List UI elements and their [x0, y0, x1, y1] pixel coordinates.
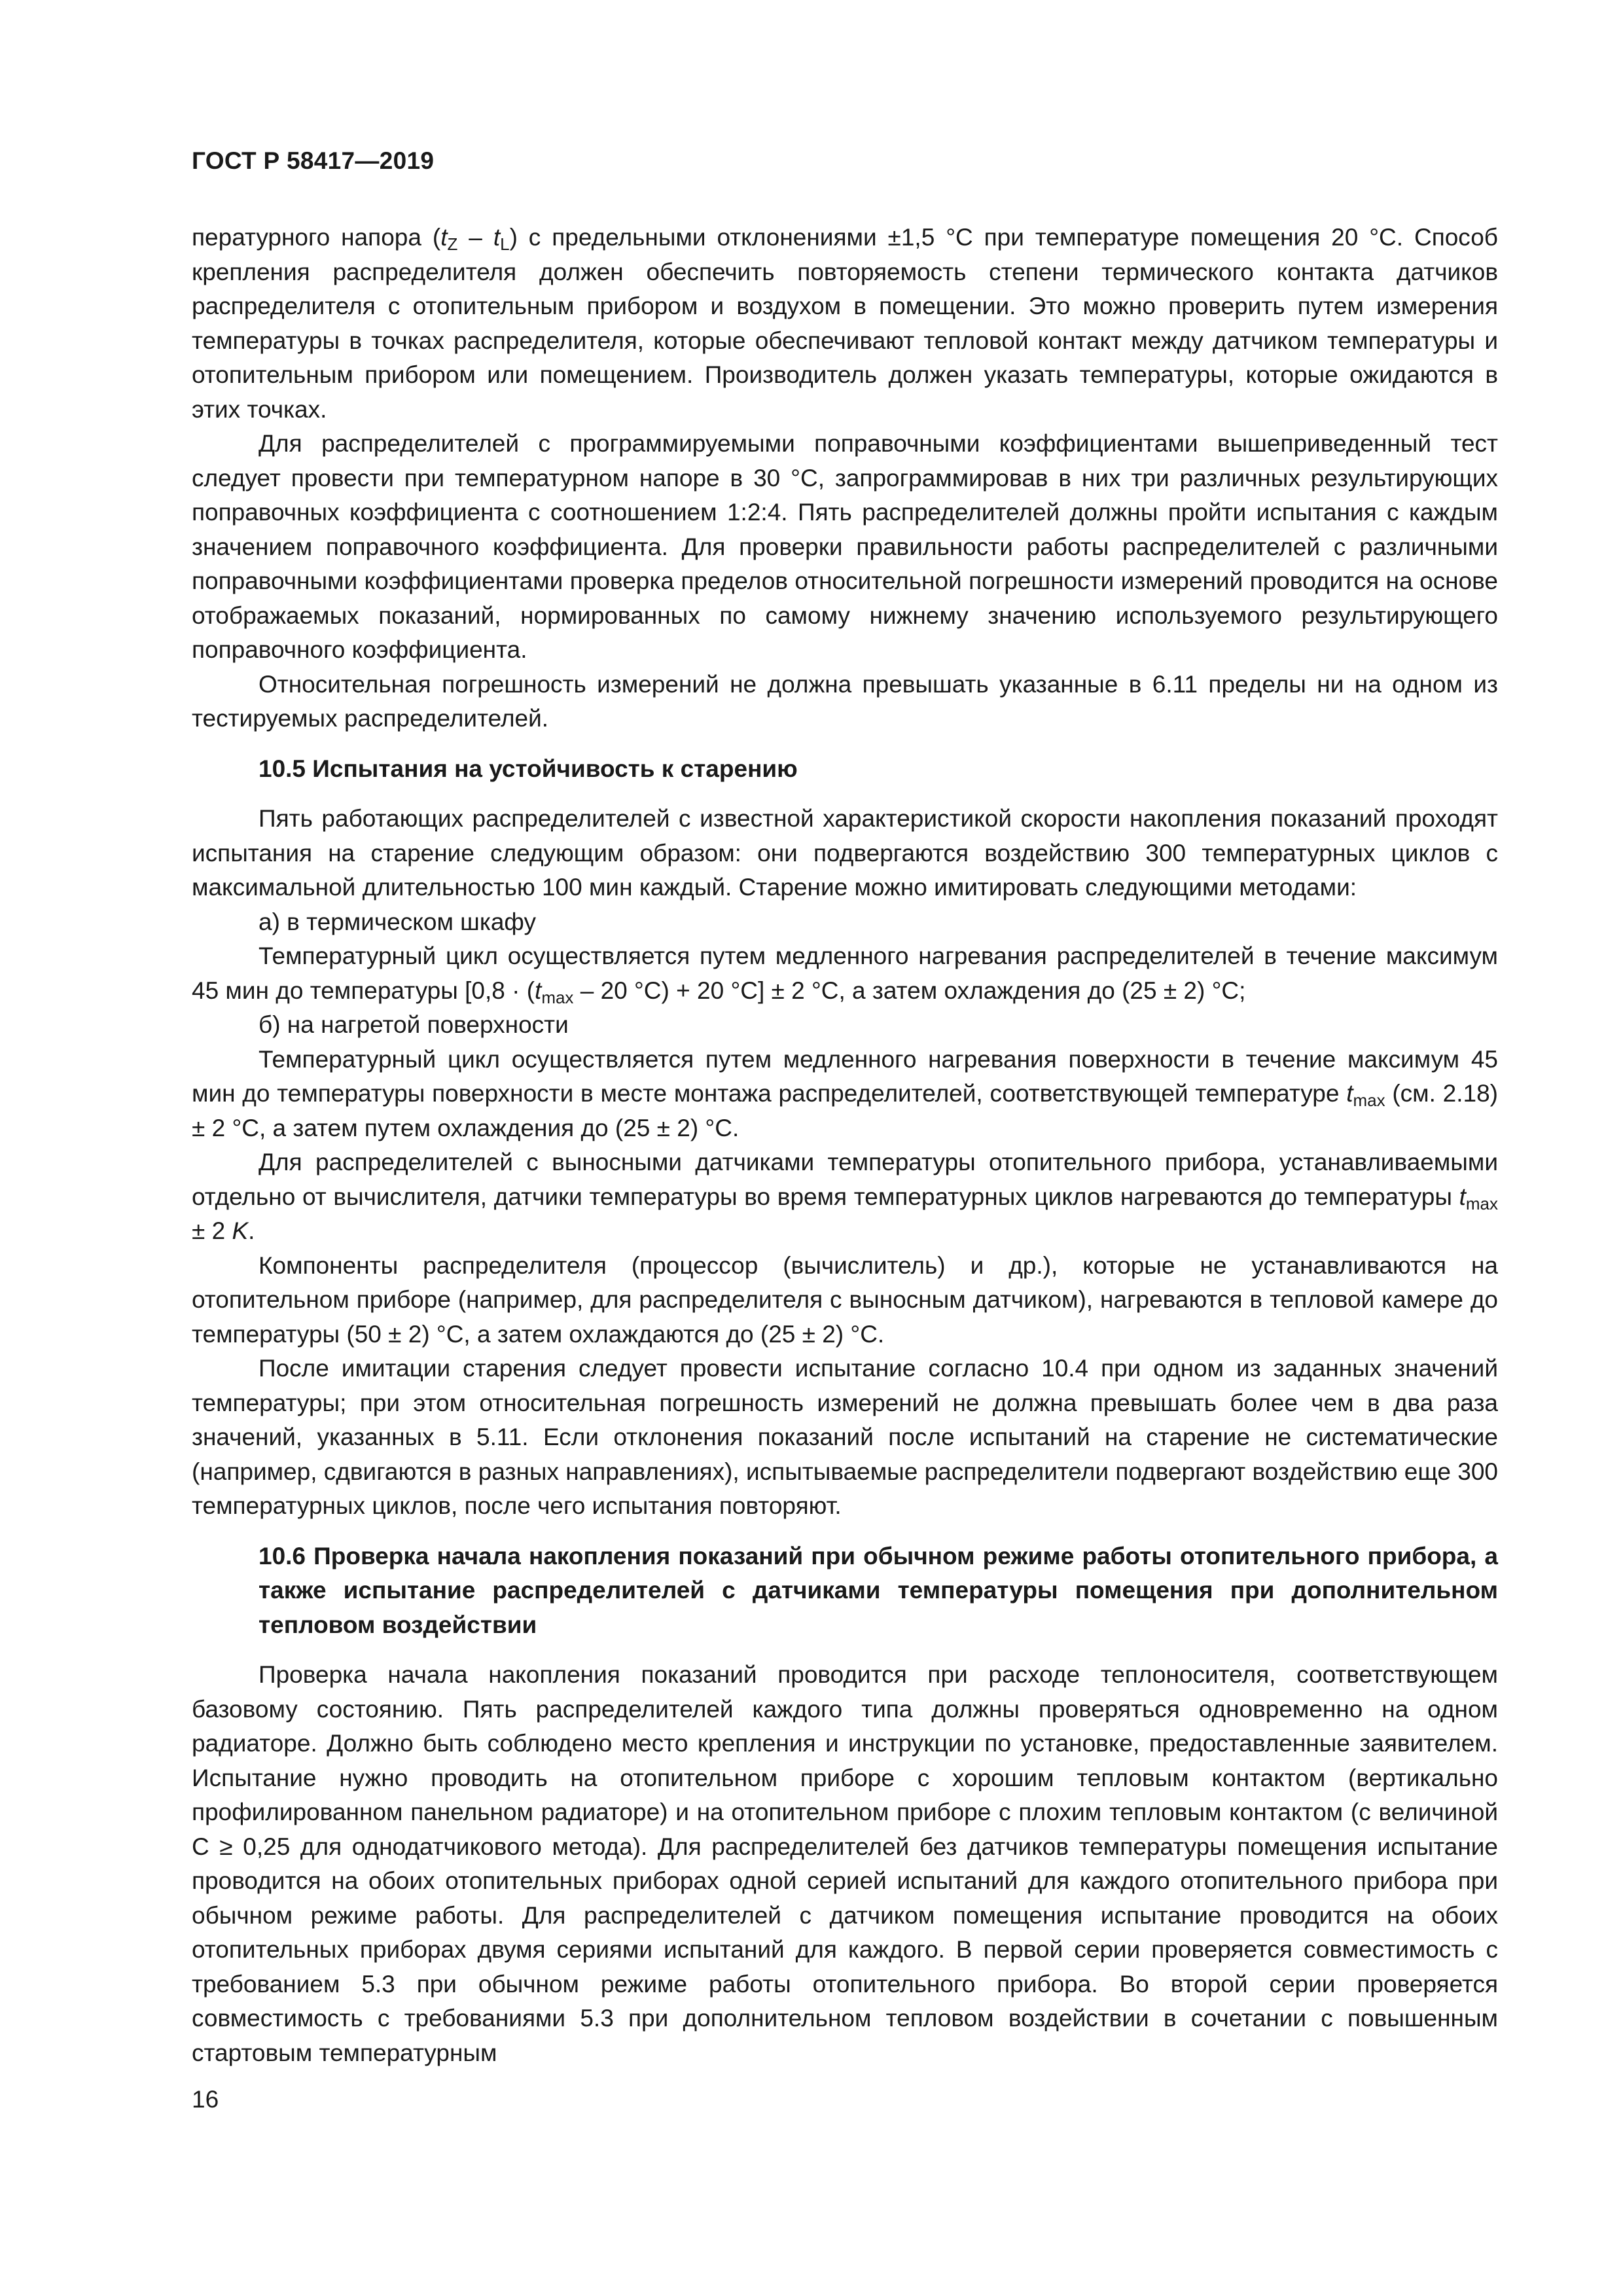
- paragraph-thermal-cabinet-cycle: Температурный цикл осуществляется путем медленного нагревания распределителей в течение максимум 45 мин до температуры [$0,8 \cdot (t_{max} - 20$ °С) + 20 °С] ± 2 °С, а затем охлаждения до (25 ± 2) °С;: [192, 942, 1498, 1007]
- paragraph-programmable-coefficients: Для распределителей с программируемыми поправочными коэффициентами вышеприведенный тест следует провести при температурном напоре в 30 °С, запрограммировав в них три различных результирующих поправочных коэффициента с соотношением 1:2:4. Пять распределителей должны пройти испытания с каждым значением поправочного коэффициента. Для проверки правильности работы распределителей с различными поправочными коэффициентами проверка пределов относительной погрешности измерений проводится на основе отображаемых показаний, нормированных по самому нижнему значению используемого результирующего поправочного коэффициента.: [192, 430, 1498, 663]
- paragraph-components: Компоненты распределителя (процессор (вычислитель) и др.), которые не устанавливаются на отопительном приборе (например, для распределителя с выносным датчиком), нагреваются в тепловой камере до температуры (50 ± 2) °С, а затем охлаждаются до (25 ± 2) °С.: [192, 1251, 1498, 1348]
- paragraph-remote-sensors: Для распределителей с выносными датчиками температуры отопительного прибора, устанавливаемыми отдельно от вычислителя, датчики температуры во время температурных циклов нагреваются до температуры $t_{max} \pm 2$ K.: [192, 1149, 1498, 1244]
- paragraph-continued: пературного напора $(t_Z - t_L)$ с предельными отклонениями ±1,5 °С при температуре помещения 20 °С. Способ крепления распределителя должен обеспечить повторяемость степени термического контакта датчиков распределителя с отопительным прибором и воздухом в помещении. Это можно проверить путем измерения температуры в точках распределителя, которые обеспечивают тепловой контакт между датчиком температуры и отопительным прибором или помещением. Производитель должен указать температуры, которые ожидаются в этих точках.: [192, 224, 1498, 423]
- section-heading-10-5: 10.5 Испытания на устойчивость к старению: [259, 755, 798, 782]
- paragraph-relative-error: Относительная погрешность измерений не должна превышать указанные в 6.11 пределы ни на одном из тестируемых распределителей.: [192, 670, 1498, 732]
- page-number: 16: [192, 2086, 219, 2113]
- section-heading-10-6: 10.6 Проверка начала накопления показаний при обычном режиме работы отопительного прибора, а также испытание распределителей с датчиками температуры помещения при дополнительном тепловом воздействии: [259, 1542, 1498, 1638]
- document-header: ГОСТ Р 58417—2019: [192, 147, 435, 174]
- paragraph-heated-surface-cycle: Температурный цикл осуществляется путем медленного нагревания поверхности в течение максимум 45 мин до температуры поверхности в месте монтажа распределителей, соответствующей температуре $t_{max}$ (см. 2.18) ± 2 °С, а затем путем охлаждения до (25 ± 2) °С.: [192, 1045, 1498, 1141]
- document-body: [192, 221, 1498, 2070]
- paragraph-after-aging: После имитации старения следует провести испытание согласно 10.4 при одном из заданных значений температуры; при этом относительная погрешность измерений не должна превышать более чем в два раза значений, указанных в 5.11. Если отклонения показаний после испытаний на старение не систематические (например, сдвигаются в разных направлениях), испытываемые распределители подвергают воздействию еще 300 температурных циклов, после чего испытания повторяют.: [192, 1355, 1498, 1519]
- list-item-b: б) на нагретой поверхности: [259, 1011, 569, 1038]
- paragraph-aging-intro: Пять работающих распределителей с известной характеристикой скорости накопления показаний проходят испытания на старение следующим образом: они подвергаются воздействию 300 температурных циклов с максимальной длительностью 100 мин каждый. Старение можно имитировать следующими методами:: [192, 805, 1498, 901]
- list-item-a: а) в термическом шкафу: [259, 908, 536, 935]
- paragraph-start-check: Проверка начала накопления показаний проводится при расходе теплоносителя, соответствующем базовому состоянию. Пять распределителей каждого типа должны проверяться одновременно на одном радиаторе. Должно быть соблюдено место крепления и инструкции по установке, предоставленные заявителем. Испытание нужно проводить на отопительном приборе с хорошим тепловым контактом (вертикально профилированном панельном радиаторе) и на отопительном приборе с плохим тепловым контактом (с величиной С ≥ 0,25 для однодатчикового метода). Для распределителей без датчиков температуры помещения испытание проводится на обоих отопительных приборах одной серией испытаний для каждого отопительного прибора при обычном режиме работы. Для распределителей с датчиком помещения испытание проводится на обоих отопительных приборах двумя сериями испытаний для каждого. В первой серии проверяется совместимость с требованием 5.3 при обычном режиме работы отопительного прибора. Во второй серии проверяется совместимость с требованиями 5.3 при дополнительном тепловом воздействии в сочетании с повышенным стартовым температурным: [192, 1661, 1498, 2066]
